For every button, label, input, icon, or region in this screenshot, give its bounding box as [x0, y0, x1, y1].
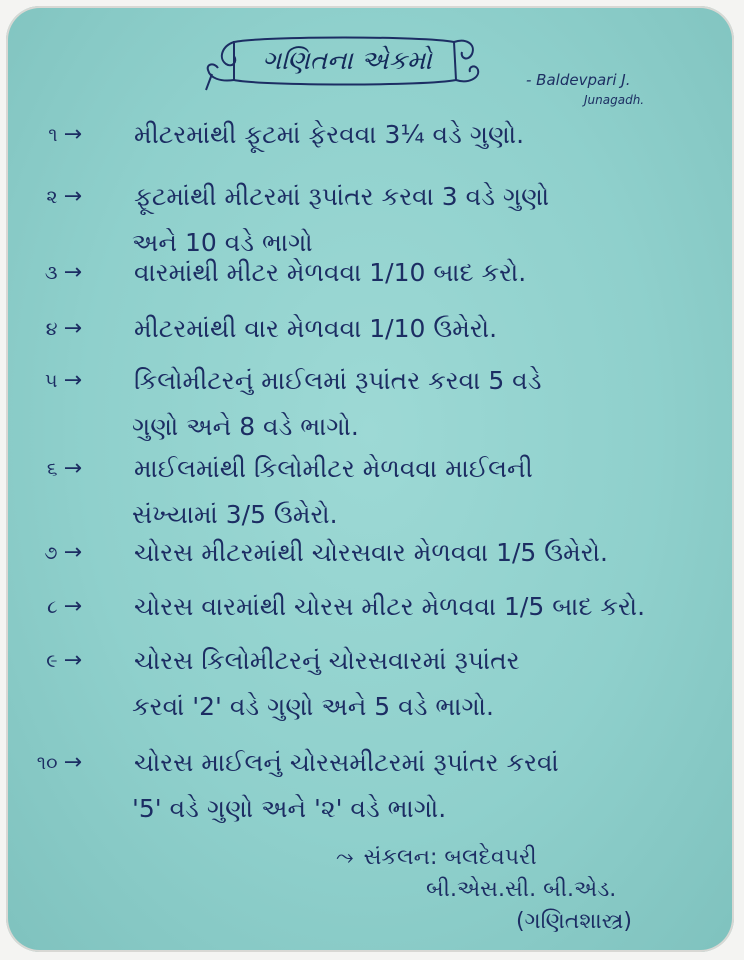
item-text: માઈલમાંથી કિલોમીટર મેળવવા માઈલની: [134, 454, 533, 483]
item-text: મીટરમાંથી વાર મેળવવા 1/10 ઉમેરો.: [134, 314, 498, 343]
signature-line-degree: બી.એસ.સી. બી.એડ.: [426, 877, 617, 902]
arrow-icon: →: [63, 122, 82, 147]
arrow-icon: →: [63, 368, 82, 393]
item-number: ૬: [46, 458, 58, 480]
note-card: [6, 6, 734, 952]
item-text: મીટરમાંથી ફૂટમાં ફેરવવા 3¼ વડે ગુણો.: [134, 120, 525, 149]
arrow-icon: →: [63, 648, 82, 673]
item-text-continued: '5' વડે ગુણો અને '૨' વડે ભાગો.: [132, 794, 447, 823]
item-text: ફૂટમાંથી મીટરમાં રૂપાંતર કરવા 3 વડે ગુણો: [134, 182, 550, 211]
arrow-icon: →: [63, 750, 82, 775]
item-text-continued: સંખ્યામાં 3/5 ઉમેરો.: [132, 500, 338, 529]
arrow-icon: →: [63, 594, 82, 619]
signature-line-compiler: સંકલન: બલદેવપરી: [363, 845, 537, 870]
item-text: વારમાંથી મીટર મેળવવા 1/10 બાદ કરો.: [134, 258, 527, 287]
item-text: ચોરસ માઈલનું ચોરસમીટરમાં રૂપાંતર કરવાં: [134, 748, 559, 777]
page-title: ગણિતના એકમો: [262, 46, 432, 76]
arrow-icon: →: [63, 456, 82, 481]
item-number: ૭: [44, 542, 58, 564]
item-text-continued: કરવાં '2' વડે ગુણો અને 5 વડે ભાગો.: [132, 692, 494, 721]
item-text: ચોરસ મીટરમાંથી ચોરસવાર મેળવવા 1/5 ઉમેરો.: [134, 538, 608, 567]
item-text-continued: અને 10 વડે ભાગો: [132, 228, 313, 257]
item-text: ચોરસ કિલોમીટરનું ચોરસવારમાં રૂપાંતર: [134, 646, 520, 675]
item-number: ૧: [48, 124, 58, 146]
item-text: કિલોમીટરનું માઈલમાં રૂપાંતર કરવા 5 વડે: [134, 366, 542, 395]
arrow-icon: →: [63, 184, 82, 209]
author-name: - Baldevpari J.: [526, 71, 631, 89]
arrow-icon: →: [63, 260, 82, 285]
item-number: ૩: [44, 262, 58, 284]
author-city: Junagadh.: [584, 93, 645, 107]
item-number: ૨: [46, 186, 58, 208]
author-credit: [526, 70, 644, 110]
item-number: ૮: [47, 596, 58, 618]
item-text: ચોરસ વારમાંથી ચોરસ મીટર મેળવવા 1/5 બાદ કરો.: [134, 592, 646, 621]
item-number: ૫: [45, 370, 58, 392]
title-banner: [204, 34, 484, 92]
arrow-icon: →: [63, 316, 82, 341]
item-number: ૯: [46, 650, 58, 672]
arrow-icon: →: [63, 540, 82, 565]
signature-block: [336, 842, 632, 938]
squiggle-arrow-icon: ⤳: [336, 845, 354, 870]
item-number: ૧૦: [36, 752, 58, 774]
signature-line-subject: (ગણિતશાસ્ત્ર): [516, 909, 632, 934]
item-text-continued: ગુણો અને 8 વડે ભાગો.: [132, 412, 359, 441]
item-number: ૪: [45, 318, 58, 340]
